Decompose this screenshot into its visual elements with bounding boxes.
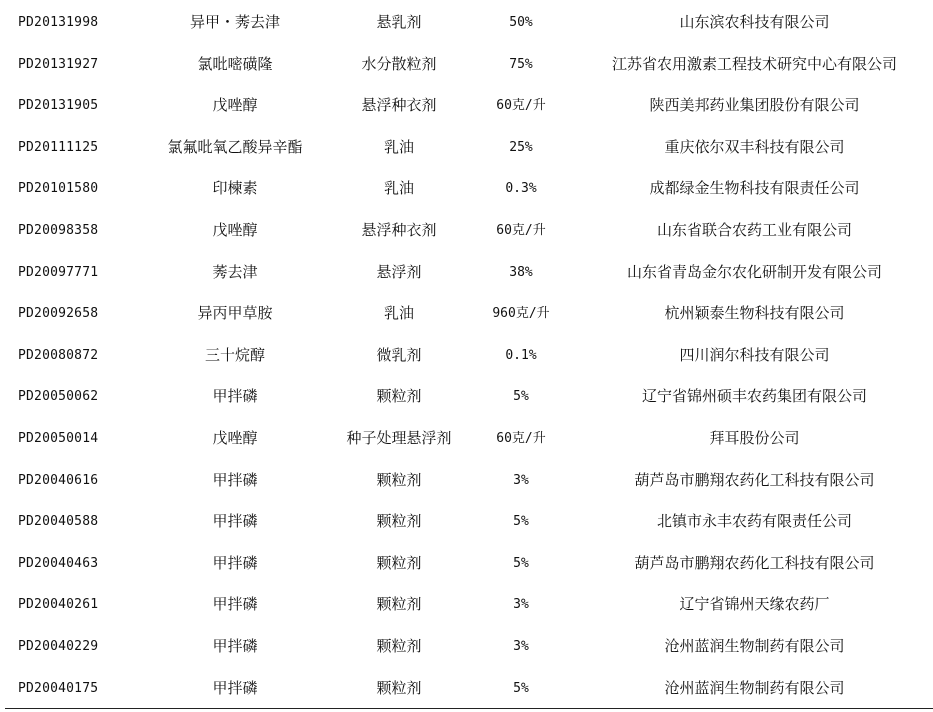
table-row (0, 210, 933, 252)
content-cell: 5% (513, 389, 529, 405)
formulation-cell: 颗粒剂 (376, 678, 422, 697)
product-name-cell: 甲拌磷 (212, 553, 258, 572)
product-name-cell: 甲拌磷 (212, 636, 258, 655)
registration-number-cell: PD20040229 (18, 638, 99, 654)
formulation-cell: 悬浮种衣剂 (361, 220, 437, 239)
product-name-cell: 印楝素 (212, 179, 258, 198)
content-cell: 5% (513, 555, 529, 571)
company-cell: 重庆依尔双丰科技有限公司 (664, 137, 845, 156)
product-name-cell: 氯氟吡氧乙酸异辛酯 (167, 137, 303, 156)
company-cell: 拜耳股份公司 (709, 428, 800, 447)
table-row (0, 127, 933, 169)
content-cell: 960克/升 (492, 306, 550, 322)
formulation-cell: 乳油 (383, 137, 414, 156)
table-row (0, 376, 933, 418)
product-name-cell: 戊唑醇 (212, 220, 258, 239)
content-cell: 75% (509, 56, 533, 72)
table-row (0, 668, 933, 710)
table-row (0, 2, 933, 44)
table-row (0, 252, 933, 294)
product-name-cell: 甲拌磷 (212, 470, 258, 489)
company-cell: 葫芦岛市鹏翔农药化工科技有限公司 (634, 553, 875, 572)
product-name-cell: 甲拌磷 (212, 512, 258, 531)
product-name-cell: 异丙甲草胺 (197, 304, 273, 323)
content-cell: 38% (509, 264, 533, 280)
table-row (0, 626, 933, 668)
registration-number-cell: PD20040261 (18, 597, 99, 613)
formulation-cell: 颗粒剂 (376, 387, 422, 406)
formulation-cell: 微乳剂 (376, 345, 422, 364)
product-name-cell: 戊唑醇 (212, 428, 258, 447)
company-cell: 沧州蓝润生物制药有限公司 (664, 636, 845, 655)
formulation-cell: 颗粒剂 (376, 470, 422, 489)
content-cell: 0.3% (505, 181, 537, 197)
formulation-cell: 颗粒剂 (376, 512, 422, 531)
formulation-cell: 颗粒剂 (376, 553, 422, 572)
registration-number-cell: PD20080872 (18, 347, 99, 363)
company-cell: 杭州颖泰生物科技有限公司 (664, 304, 845, 323)
formulation-cell: 种子处理悬浮剂 (346, 428, 452, 447)
table-row (0, 293, 933, 335)
product-name-cell: 氯吡嘧磺隆 (197, 54, 273, 73)
formulation-cell: 悬浮种衣剂 (361, 96, 437, 115)
product-name-cell: 异甲・莠去津 (189, 13, 280, 31)
registration-number-cell: PD20040588 (18, 514, 99, 530)
formulation-cell: 悬浮剂 (376, 262, 422, 281)
company-cell: 四川润尔科技有限公司 (679, 345, 830, 364)
company-cell: 山东滨农科技有限公司 (679, 13, 830, 31)
content-cell: 60克/升 (496, 98, 546, 114)
content-cell: 25% (509, 139, 533, 155)
content-cell: 3% (513, 472, 529, 488)
table-row (0, 168, 933, 210)
table-row (0, 543, 933, 585)
registration-number-cell: PD20131927 (18, 56, 99, 72)
product-name-cell: 戊唑醇 (212, 96, 258, 115)
company-cell: 陕西美邦药业集团股份有限公司 (649, 96, 860, 115)
product-name-cell: 三十烷醇 (204, 345, 265, 364)
formulation-cell: 乳油 (383, 179, 414, 198)
company-cell: 葫芦岛市鹏翔农药化工科技有限公司 (634, 470, 875, 489)
registration-number-cell: PD20111125 (18, 139, 99, 155)
registration-number-cell: PD20131905 (18, 98, 99, 114)
registration-number-cell: PD20101580 (18, 181, 99, 197)
content-cell: 5% (513, 514, 529, 530)
registration-number-cell: PD20040463 (18, 555, 99, 571)
registration-number-cell: PD20098358 (18, 222, 99, 238)
table-bottom-rule (5, 708, 933, 709)
table-row (0, 501, 933, 543)
company-cell: 辽宁省锦州硕丰农药集团有限公司 (641, 387, 867, 406)
formulation-cell: 颗粒剂 (376, 595, 422, 614)
registration-number-cell: PD20040616 (18, 472, 99, 488)
company-cell: 山东省联合农药工业有限公司 (656, 220, 852, 239)
company-cell: 辽宁省锦州天缘农药厂 (679, 595, 830, 614)
content-cell: 3% (513, 638, 529, 654)
formulation-cell: 悬乳剂 (376, 13, 422, 31)
content-cell: 60克/升 (496, 222, 546, 238)
table-row (0, 335, 933, 377)
table-row (0, 418, 933, 460)
registration-number-cell: PD20050062 (18, 389, 99, 405)
formulation-cell: 颗粒剂 (376, 636, 422, 655)
content-cell: 50% (509, 15, 533, 30)
formulation-cell: 水分散粒剂 (361, 54, 437, 73)
formulation-cell: 乳油 (383, 304, 414, 323)
content-cell: 5% (513, 680, 529, 696)
content-cell: 3% (513, 597, 529, 613)
product-name-cell: 甲拌磷 (212, 595, 258, 614)
registration-number-cell: PD20050014 (18, 430, 99, 446)
company-cell: 江苏省农用激素工程技术研究中心有限公司 (611, 54, 897, 73)
content-cell: 60克/升 (496, 430, 546, 446)
product-name-cell: 莠去津 (212, 262, 258, 281)
company-cell: 北镇市永丰农药有限责任公司 (656, 512, 852, 531)
registration-number-cell: PD20040175 (18, 680, 99, 696)
content-cell: 0.1% (505, 347, 537, 363)
pesticide-registration-table (0, 2, 933, 709)
company-cell: 成都绿金生物科技有限责任公司 (649, 179, 860, 198)
table-row (0, 44, 933, 86)
table-row (0, 584, 933, 626)
table-row (0, 460, 933, 502)
company-cell: 沧州蓝润生物制药有限公司 (664, 678, 845, 697)
registration-number-cell: PD20097771 (18, 264, 99, 280)
table-row (0, 85, 933, 127)
product-name-cell: 甲拌磷 (212, 387, 258, 406)
company-cell: 山东省青岛金尔农化研制开发有限公司 (626, 262, 882, 281)
product-name-cell: 甲拌磷 (212, 678, 258, 697)
registration-number-cell: PD20131998 (18, 15, 99, 30)
registration-number-cell: PD20092658 (18, 306, 99, 322)
